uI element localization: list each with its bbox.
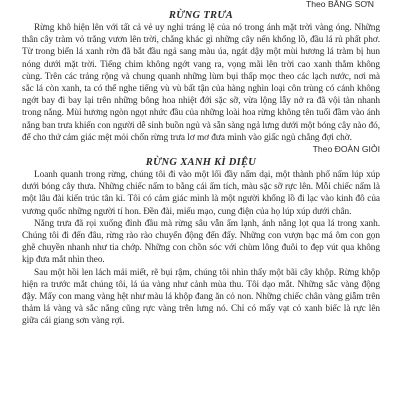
previous-text-author: Theo BĂNG SƠN bbox=[305, 0, 374, 9]
paragraph-rung-trua: Rừng khô hiện lên với tất cả vẻ uy nghi tráng lệ của nó trong ánh mặt trời vàng óng. Những thân cây tràm vỏ trắng vươn lên trời, chẳng khác gì những cây nến khổng lồ, đầu lá rủ phất phơ. Từ trong biển lá xanh rờn đã bắt đầu ngả sang màu úa, ngát dậy một mùi hương lá tràm bị hun nóng dưới mặt trời. Tiếng chim không ngớt vang ra, vọng mãi lên trời cao xanh thẳm không cùng. Trên các trảng rộng và chung quanh những lùm bụi thấp mọc theo các lạch nước, nơi mà sắc lá còn xanh, ta có thể nghe tiếng vù vù bất tận của hàng nghìn loại côn trùng có cánh không ngớt bay đi bay lại trên những bông hoa nhiệt đới sặc sỡ, vừa lộng lẫy nở ra đã vội tàn nhanh trong nắng. Mùi hương ngòn ngọt nhức đầu của những loài hoa rừng không tên tuổi đầm vào ánh nắng ban trưa khiến con người dễ sinh buồn ngủ và sẵn sàng ngả lưng dưới một bóng cây nào đó, để cho thứ cảm giác mệt mỏi chốn rừng trưa lơ mơ đưa mình vào giấc ngủ chẳng đợi chờ. bbox=[22, 23, 380, 143]
paragraph-2: Nắng trưa đã rọi xuống đỉnh đầu mà rừng sâu vẫn ẩm lạnh, ánh nắng lọt qua lá trong xanh. Chúng tôi đi đến đâu, rừng rào rào chuyển động đến đấy. Những con vượn bạc má ôm con gọn ghẽ chuyền nhanh như tia chớp. Những con chồn sóc với chùm lông đuôi to đẹp vút qua không kịp đưa mắt nhìn theo. bbox=[22, 218, 380, 266]
author-doan-gioi: Theo ĐOÀN GIỎI bbox=[312, 144, 380, 155]
paragraph-3: Sau một hồi len lách mải miết, rẽ bụi rậm, chúng tôi nhìn thấy một bãi cây khộp. Rừng khộp hiện ra trước mắt chúng tôi, lá úa vàng như cảnh mùa thu. Tôi dạo mắt. Những sắc vàng động đậy. Mấy con mang vàng hệt như màu lá khộp đang ăn cỏ non. Những chiếc chân vàng giẫm trên thảm lá vàng và sắc nắng cũng rực vàng trên lưng nó. Chỉ có mấy vạt cỏ xanh biếc là rực lên giữa cái giang sơn vàng rợi. bbox=[22, 267, 380, 327]
paragraph-1: Loanh quanh trong rừng, chúng tôi đi vào một lối đầy nấm dại, một thành phố nấm lúp xúp dưới bóng cây thưa. Những chiếc nấm to bằng cái ấm tích, màu sặc sỡ rực lên. Mỗi chiếc nấm là một lâu đài kiến trúc tân kì. Tôi có cảm giác mình là một người khổng lồ đi lạc vào kinh đô của vương quốc những người tí hon. Đền đài, miếu mạo, cung điện của họ lúp xúp dưới chân. bbox=[22, 170, 380, 217]
title-rung-trua: RỪNG TRƯA bbox=[168, 10, 234, 21]
title-rung-xanh-ki-dieu: RỪNG XANH KÌ DIỆU bbox=[145, 157, 257, 169]
